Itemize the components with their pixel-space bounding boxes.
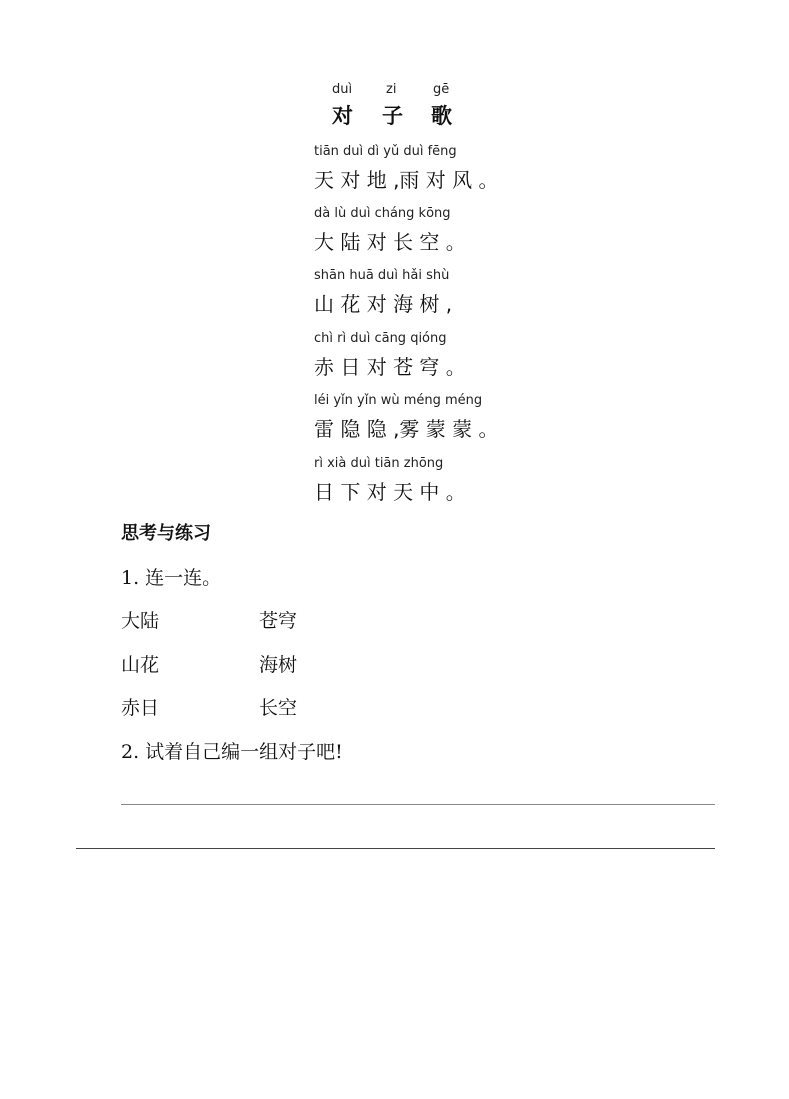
title-pinyin-1: duì [332, 82, 353, 97]
title-hanzi-2: 子 [382, 104, 403, 128]
poem-pinyin: léi yǐn yǐn wù méng méng [314, 393, 483, 408]
poem-hanzi: 赤 日 对 苍 穹 。 [314, 355, 466, 379]
title-hanzi-3: 歌 [431, 104, 452, 128]
title-pinyin-2: zi [386, 82, 397, 97]
poem-hanzi: 雷 隐 隐 ,雾 蒙 蒙 。 [314, 417, 499, 441]
title-hanzi-1: 对 [332, 104, 353, 128]
match-left-item[interactable]: 大陆 [121, 610, 160, 632]
poem-hanzi: 日 下 对 天 中 。 [314, 480, 466, 504]
match-right-item[interactable]: 海树 [259, 654, 298, 676]
poem-hanzi: 天 对 地 ,雨 对 风 。 [314, 168, 499, 192]
page-divider [76, 848, 715, 849]
question-2: 2. 试着自己编一组对子吧! [121, 741, 343, 763]
match-right-item[interactable]: 苍穹 [259, 610, 298, 632]
match-left-item[interactable]: 山花 [121, 654, 160, 676]
poem-pinyin: dà lù duì cháng kōng [314, 206, 451, 221]
exercise-heading: 思考与练习 [121, 523, 211, 544]
poem-pinyin: tiān duì dì yǔ duì fēng [314, 144, 457, 159]
match-left-item[interactable]: 赤日 [121, 697, 160, 719]
poem-hanzi: 山 花 对 海 树 , [314, 292, 453, 316]
match-right-item[interactable]: 长空 [259, 697, 298, 719]
question-1: 1. 连一连。 [121, 567, 222, 589]
poem-pinyin: shān huā duì hǎi shù [314, 268, 450, 283]
title-pinyin-3: gē [433, 82, 450, 97]
poem-pinyin: chì rì duì cāng qióng [314, 331, 447, 346]
poem-hanzi: 大 陆 对 长 空 。 [314, 230, 466, 254]
answer-line[interactable] [121, 804, 715, 805]
poem-pinyin: rì xià duì tiān zhōng [314, 456, 444, 471]
